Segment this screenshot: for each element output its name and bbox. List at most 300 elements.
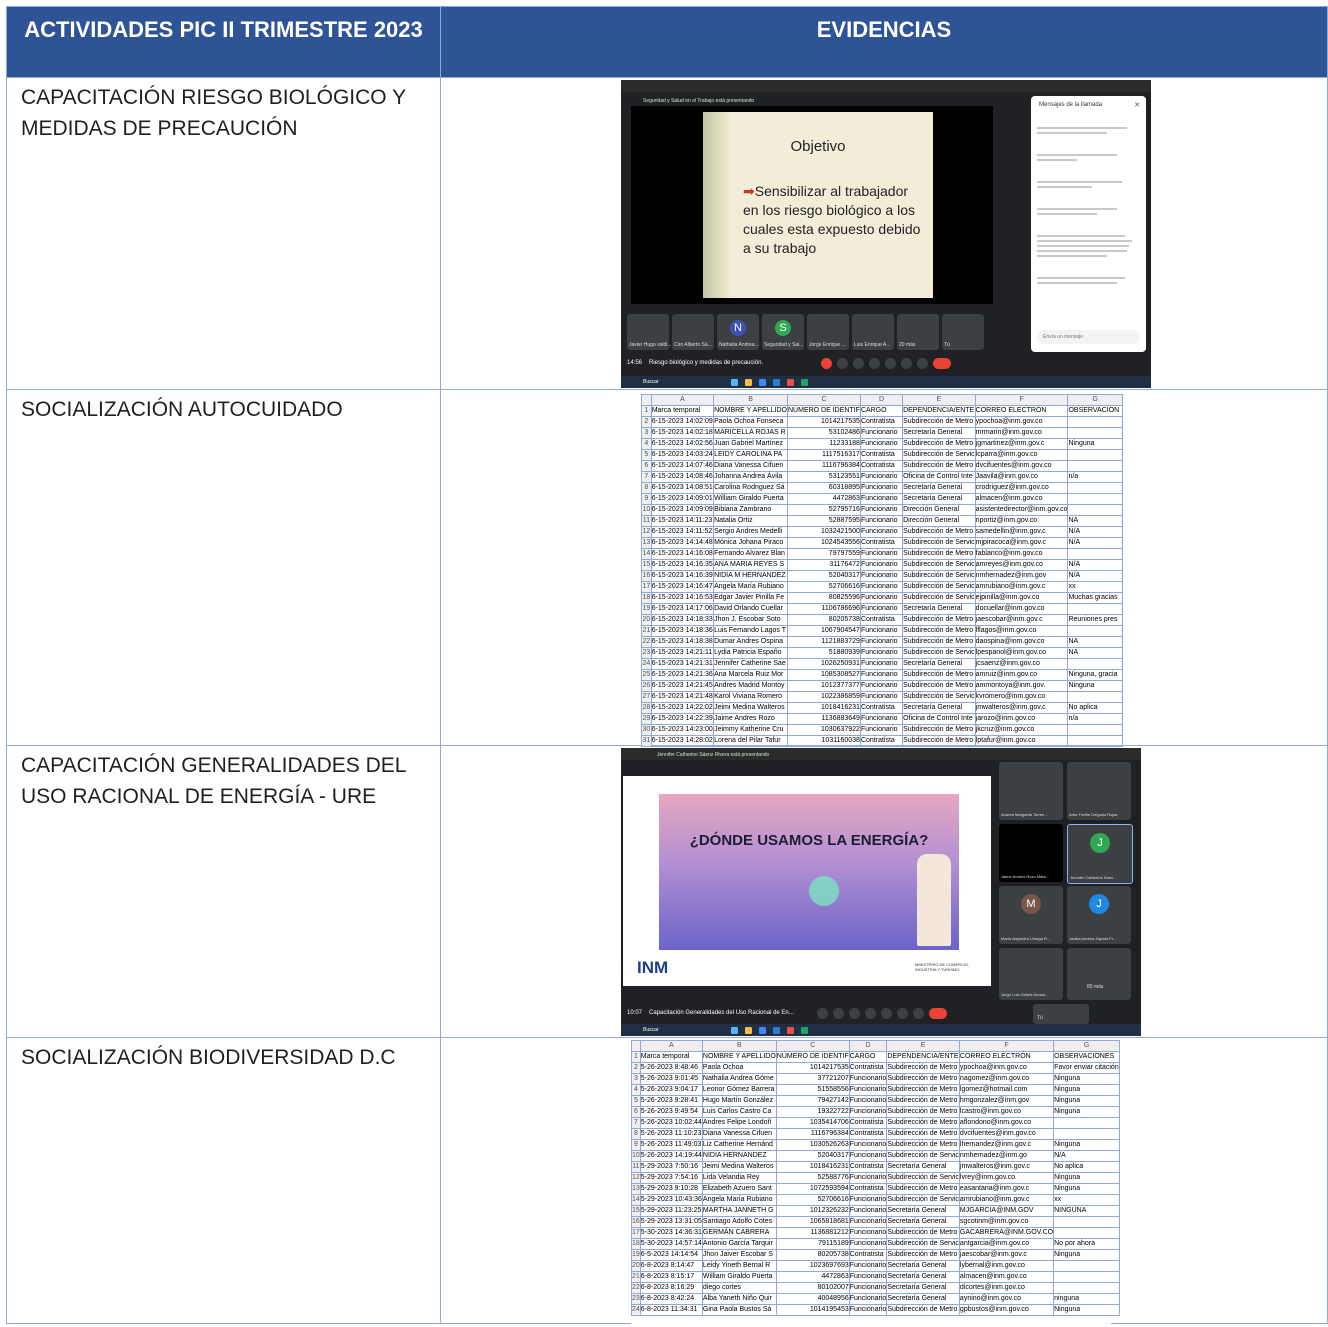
row-number[interactable]: 16: [642, 571, 652, 582]
sheet-cell[interactable]: 1030637922: [788, 725, 861, 736]
sheet-cell[interactable]: [1068, 604, 1123, 615]
sheet-cell[interactable]: Subdirección de Metro: [887, 1184, 960, 1195]
chrome-icon[interactable]: [759, 1027, 766, 1034]
sheet-cell[interactable]: nportiz@inm.gov.co: [975, 516, 1068, 527]
sheet-cell[interactable]: jkcruz@inm.gov.co: [975, 725, 1068, 736]
sheet-cell[interactable]: amrubiano@inm.gov.c: [975, 582, 1068, 593]
sheet-cell[interactable]: 1072593594: [776, 1184, 849, 1195]
row-number[interactable]: 13: [642, 538, 652, 549]
sheet-cell[interactable]: Subdirección de Metro: [887, 1096, 960, 1107]
row-number[interactable]: 1: [632, 1052, 641, 1063]
sheet-cell[interactable]: Reuniones pres: [1068, 615, 1123, 626]
sheet-cell[interactable]: 52706616: [776, 1195, 849, 1206]
sheet-cell[interactable]: 6-15-2023 14:22:02: [651, 703, 713, 714]
hand-icon[interactable]: [897, 1008, 908, 1019]
participant-tile[interactable]: 20 más: [897, 314, 939, 350]
sheet-cell[interactable]: [1068, 549, 1123, 560]
sheet-cell[interactable]: 5-29-2023 7:50:16: [640, 1162, 702, 1173]
sheet-cell[interactable]: 1023697693: [776, 1261, 849, 1272]
sheet-cell[interactable]: DEPENDENCIA/ENTE: [903, 406, 976, 417]
sheet-cell[interactable]: 6-15-2023 14:16:08: [651, 549, 713, 560]
sheet-cell[interactable]: 6-15-2023 14:18:36: [651, 626, 713, 637]
row-number[interactable]: 17: [642, 582, 652, 593]
sheet-cell[interactable]: Dirección General: [903, 505, 976, 516]
sheet-cell[interactable]: Secretaría General: [887, 1283, 960, 1294]
sheet-cell[interactable]: Subdirección de Metro: [887, 1085, 960, 1096]
sheet-cell[interactable]: Ana Marcela Ruiz Mor: [714, 670, 788, 681]
sheet-cell[interactable]: Funcionario: [860, 494, 902, 505]
sheet-cell[interactable]: Funcionario: [849, 1096, 887, 1107]
sheet-cell[interactable]: Funcionario: [860, 659, 902, 670]
sheet-cell[interactable]: amrubiano@inm.gov.c: [959, 1195, 1053, 1206]
present-icon[interactable]: [885, 358, 896, 369]
sheet-cell[interactable]: NA: [1068, 516, 1123, 527]
sheet-cell[interactable]: ninguna: [1054, 1294, 1120, 1305]
sheet-cell[interactable]: Secretaría General: [903, 428, 976, 439]
app-icon[interactable]: [787, 379, 794, 386]
sheet-cell[interactable]: Contratista: [860, 538, 902, 549]
sheet-cell[interactable]: LEIDY CAROLINA PA: [714, 450, 788, 461]
sheet-cell[interactable]: Funcionario: [849, 1195, 887, 1206]
excel-icon[interactable]: [801, 379, 808, 386]
sheet-cell[interactable]: Juan Gabriel Martínez: [714, 439, 788, 450]
sheet-cell[interactable]: 1022386859: [788, 692, 861, 703]
sheet-cell[interactable]: Funcionario: [860, 516, 902, 527]
row-number[interactable]: 2: [632, 1063, 641, 1074]
sheet-cell[interactable]: 6-15-2023 14:03:24: [651, 450, 713, 461]
sheet-cell[interactable]: Funcionario: [860, 483, 902, 494]
sheet-cell[interactable]: Jhon J. Escobar Soto: [714, 615, 788, 626]
sheet-cell[interactable]: amruiz@inm.gov.co: [975, 670, 1068, 681]
sheet-cell[interactable]: 6-5-2023 14:14:54: [640, 1250, 702, 1261]
sheet-cell[interactable]: Funcionario: [849, 1206, 887, 1217]
select-all-corner[interactable]: [632, 1041, 641, 1052]
sheet-cell[interactable]: Contratista: [860, 450, 902, 461]
sheet-cell[interactable]: Subdirección de Servic: [903, 450, 976, 461]
sheet-cell[interactable]: lhernandez@inm.gov.c: [959, 1140, 1053, 1151]
sheet-cell[interactable]: Bibiana Zambrano: [714, 505, 788, 516]
sheet-cell[interactable]: Nathalia Andrea Góme: [702, 1074, 776, 1085]
sheet-cell[interactable]: Subdirección de Metro: [903, 549, 976, 560]
row-number[interactable]: 10: [642, 505, 652, 516]
column-header[interactable]: F: [975, 395, 1068, 406]
sheet-cell[interactable]: Funcionario: [849, 1085, 887, 1096]
sheet-cell[interactable]: 6-15-2023 14:16:47: [651, 582, 713, 593]
sheet-cell[interactable]: Funcionario: [849, 1217, 887, 1228]
sheet-cell[interactable]: Secretaría General: [887, 1294, 960, 1305]
sheet-cell[interactable]: Subdirección de Servic: [887, 1195, 960, 1206]
sheet-cell[interactable]: Funcionario: [849, 1074, 887, 1085]
sheet-cell[interactable]: [1054, 1228, 1120, 1239]
sheet-cell[interactable]: Funcionario: [860, 428, 902, 439]
sheet-cell[interactable]: Funcionario: [860, 505, 902, 516]
sheet-cell[interactable]: easantana@inm.gov.c: [959, 1184, 1053, 1195]
app-icon[interactable]: [731, 379, 738, 386]
sheet-cell[interactable]: 6-15-2023 14:21:11: [651, 648, 713, 659]
sheet-cell[interactable]: 52040317: [776, 1151, 849, 1162]
sheet-cell[interactable]: 1018416231: [776, 1162, 849, 1173]
sheet-cell[interactable]: Jennifer Catherine Sáe: [714, 659, 788, 670]
sheet-cell[interactable]: 51558556: [776, 1085, 849, 1096]
sheet-cell[interactable]: Subdirección de Metro: [903, 736, 976, 747]
sheet-cell[interactable]: Funcionario: [860, 725, 902, 736]
sheet-cell[interactable]: [1068, 450, 1123, 461]
sheet-cell[interactable]: [1054, 1272, 1120, 1283]
participant-tile[interactable]: Artur Fariñe Delgado Rojas: [1067, 762, 1131, 820]
sheet-cell[interactable]: 6-8-2023 8:14:47: [640, 1261, 702, 1272]
sheet-cell[interactable]: almacen@inm.gov.co: [975, 494, 1068, 505]
sheet-cell[interactable]: 37721207: [776, 1074, 849, 1085]
sheet-cell[interactable]: [1068, 505, 1123, 516]
sheet-cell[interactable]: [1068, 659, 1123, 670]
sheet-cell[interactable]: 5-30-2023 14:57:14: [640, 1239, 702, 1250]
sheet-cell[interactable]: kvromero@inm.gov.co: [975, 692, 1068, 703]
participant-tile[interactable]: Ciro Alberto Sá...: [672, 314, 714, 350]
sheet-cell[interactable]: Ninguna: [1054, 1140, 1120, 1151]
sheet-cell[interactable]: 19322722: [776, 1107, 849, 1118]
sheet-cell[interactable]: 5-26-2023 9:49:54: [640, 1107, 702, 1118]
sheet-cell[interactable]: Elizabeth Azuero Sant: [702, 1184, 776, 1195]
sheet-cell[interactable]: Secretaría General: [903, 659, 976, 670]
participant-tile[interactable]: Jaime Andres Rozo Mata...: [999, 824, 1063, 882]
mic-icon[interactable]: [821, 358, 832, 369]
sheet-cell[interactable]: NIDIA HERNANDEZ: [702, 1151, 776, 1162]
sheet-cell[interactable]: n/a: [1068, 472, 1123, 483]
sheet-cell[interactable]: Luis Carlos Castro Ca: [702, 1107, 776, 1118]
sheet-cell[interactable]: MARICELLA ROJAS R: [714, 428, 788, 439]
sheet-cell[interactable]: Subdirección de Metro: [887, 1129, 960, 1140]
sheet-cell[interactable]: 1012326232: [776, 1206, 849, 1217]
sheet-cell[interactable]: Karol Viviana Romero: [714, 692, 788, 703]
sheet-cell[interactable]: 1121883729: [788, 637, 861, 648]
sheet-cell[interactable]: William Giraldo Puerta: [702, 1272, 776, 1283]
sheet-cell[interactable]: Angela María Rubiano: [714, 582, 788, 593]
column-header[interactable]: B: [714, 395, 788, 406]
row-number[interactable]: 21: [642, 626, 652, 637]
camera-icon[interactable]: [833, 1008, 844, 1019]
sheet-cell[interactable]: 1116796384: [776, 1129, 849, 1140]
sheet-cell[interactable]: Dumar Andres Ospina: [714, 637, 788, 648]
chat-input[interactable]: [1037, 330, 1140, 344]
column-header[interactable]: A: [640, 1041, 702, 1052]
sheet-cell[interactable]: Subdirección de Metro: [887, 1140, 960, 1151]
row-number[interactable]: 3: [642, 428, 652, 439]
captions-icon[interactable]: [849, 1008, 860, 1019]
sheet-cell[interactable]: Muchas gracias: [1068, 593, 1123, 604]
sheet-cell[interactable]: Jeimi Medina Walteros: [702, 1162, 776, 1173]
sheet-cell[interactable]: Funcionario: [849, 1305, 887, 1316]
sheet-cell[interactable]: Santiago Adolfo Cotes: [702, 1217, 776, 1228]
sheet-cell[interactable]: Secretaría General: [887, 1162, 960, 1173]
sheet-cell[interactable]: nmhernadez@inm.gov: [975, 571, 1068, 582]
sheet-cell[interactable]: 5-26-2023 10:02:44: [640, 1118, 702, 1129]
sheet-cell[interactable]: Subdirección de Metro: [903, 439, 976, 450]
participant-tile[interactable]: J Jennifer Catherine Sáen...: [1067, 824, 1133, 884]
sheet-cell[interactable]: 6-15-2023 14:16:53: [651, 593, 713, 604]
sheet-cell[interactable]: Subdirección de Servic: [887, 1173, 960, 1184]
sheet-cell[interactable]: 1031160038: [788, 736, 861, 747]
sheet-cell[interactable]: Funcionario: [849, 1228, 887, 1239]
sheet-cell[interactable]: 6-15-2023 14:28:02: [651, 736, 713, 747]
sheet-cell[interactable]: Funcionario: [849, 1140, 887, 1151]
sheet-cell[interactable]: 53102486: [788, 428, 861, 439]
sheet-cell[interactable]: Marca temporal: [640, 1052, 702, 1063]
sheet-cell[interactable]: ANA MARIA REYES S: [714, 560, 788, 571]
sheet-cell[interactable]: NINGUNA: [1054, 1206, 1120, 1217]
sheet-cell[interactable]: 6-15-2023 14:21:36: [651, 670, 713, 681]
sheet-cell[interactable]: Funcionario: [860, 527, 902, 538]
sheet-cell[interactable]: [1054, 1217, 1120, 1228]
row-number[interactable]: 11: [632, 1162, 641, 1173]
sheet-cell[interactable]: Hugo Martín González: [702, 1096, 776, 1107]
sheet-cell[interactable]: Subdirección de Metro: [887, 1107, 960, 1118]
row-number[interactable]: 20: [632, 1261, 641, 1272]
sheet-cell[interactable]: nagomez@inm.gov.co: [959, 1074, 1053, 1085]
row-number[interactable]: 4: [632, 1085, 641, 1096]
sheet-cell[interactable]: jmwalteros@inm.gov.c: [975, 703, 1068, 714]
sheet-cell[interactable]: 6-15-2023 14:08:46: [651, 472, 713, 483]
sheet-cell[interactable]: Lydia Patricia Españo: [714, 648, 788, 659]
sheet-cell[interactable]: mjpiracoca@inm.gov.c: [975, 538, 1068, 549]
row-number[interactable]: 9: [642, 494, 652, 505]
close-icon[interactable]: ✕: [1134, 102, 1140, 109]
row-number[interactable]: 15: [632, 1206, 641, 1217]
sheet-cell[interactable]: Funcionario: [860, 648, 902, 659]
sheet-cell[interactable]: 1014195453: [776, 1305, 849, 1316]
sheet-cell[interactable]: [1068, 483, 1123, 494]
sheet-cell[interactable]: 5-29-2023 11:23:25: [640, 1206, 702, 1217]
sheet-cell[interactable]: N/A: [1068, 538, 1123, 549]
sheet-cell[interactable]: 4472863: [776, 1272, 849, 1283]
sheet-cell[interactable]: 11233188: [788, 439, 861, 450]
sheet-cell[interactable]: Subdirección de Metro: [903, 681, 976, 692]
sheet-cell[interactable]: ypochoa@inm.gov.co: [959, 1063, 1053, 1074]
sheet-cell[interactable]: Paola Ochoa: [702, 1063, 776, 1074]
emoji-icon[interactable]: [869, 358, 880, 369]
sheet-cell[interactable]: samedellin@inm.gov.c: [975, 527, 1068, 538]
sheet-cell[interactable]: NOMBRE Y APELLIDO: [702, 1052, 776, 1063]
sheet-cell[interactable]: Contratista: [849, 1063, 887, 1074]
app-icon[interactable]: [787, 1027, 794, 1034]
sheet-cell[interactable]: 1018416231: [788, 703, 861, 714]
sheet-cell[interactable]: Subdirección de Metro: [887, 1118, 960, 1129]
sheet-cell[interactable]: NÚMERO DE IDENTIF: [776, 1052, 849, 1063]
sheet-cell[interactable]: Contratista: [849, 1162, 887, 1173]
participant-tile[interactable]: Jorge Enrique ...: [807, 314, 849, 350]
participant-tile[interactable]: N Nathalia Andrea...: [717, 314, 759, 350]
sheet-cell[interactable]: [1068, 725, 1123, 736]
sheet-cell[interactable]: diego cortes: [702, 1283, 776, 1294]
sheet-cell[interactable]: 6-15-2023 14:18:33: [651, 615, 713, 626]
column-header[interactable]: F: [959, 1041, 1053, 1052]
sheet-cell[interactable]: lybernal@inm.gov.co: [959, 1261, 1053, 1272]
row-number[interactable]: 5: [642, 450, 652, 461]
row-number[interactable]: 3: [632, 1074, 641, 1085]
sheet-cell[interactable]: lgomez@hotmail.com: [959, 1085, 1053, 1096]
row-number[interactable]: 7: [642, 472, 652, 483]
sheet-cell[interactable]: Funcionario: [849, 1173, 887, 1184]
sheet-cell[interactable]: 52588776: [776, 1173, 849, 1184]
sheet-cell[interactable]: jmwalteros@inm.gov.c: [959, 1162, 1053, 1173]
sheet-cell[interactable]: antgarcia@inm.gov.co: [959, 1239, 1053, 1250]
sheet-cell[interactable]: Subdirección de Metro: [903, 725, 976, 736]
present-icon[interactable]: [881, 1008, 892, 1019]
sheet-cell[interactable]: No aplica: [1054, 1162, 1120, 1173]
sheet-cell[interactable]: n/a: [1068, 714, 1123, 725]
sheet-cell[interactable]: Jaime Andres Rozo: [714, 714, 788, 725]
sheet-cell[interactable]: Jhon Jaiver Escobar S: [702, 1250, 776, 1261]
row-number[interactable]: 6: [642, 461, 652, 472]
sheet-cell[interactable]: Jeimmy Katherine Cru: [714, 725, 788, 736]
sheet-cell[interactable]: aflondono@inm.gov.co: [959, 1118, 1053, 1129]
sheet-cell[interactable]: Subdirección de Metro: [903, 417, 976, 428]
sheet-cell[interactable]: Alba Yaneth Niño Quir: [702, 1294, 776, 1305]
sheet-cell[interactable]: NIDIA M HERNANDEZ: [714, 571, 788, 582]
sheet-cell[interactable]: 79115189: [776, 1239, 849, 1250]
sheet-cell[interactable]: [1068, 428, 1123, 439]
sheet-cell[interactable]: [1068, 692, 1123, 703]
row-number[interactable]: 26: [642, 681, 652, 692]
sheet-cell[interactable]: 1136883649: [788, 714, 861, 725]
sheet-cell[interactable]: NA: [1068, 648, 1123, 659]
participant-tile[interactable]: J Jaolka Andrea Zapata Pr...: [1067, 886, 1131, 944]
sheet-cell[interactable]: 1117516317: [788, 450, 861, 461]
more-icon[interactable]: [913, 1008, 924, 1019]
sheet-cell[interactable]: 52040317: [788, 571, 861, 582]
sheet-cell[interactable]: almacen@inm.gov.co: [959, 1272, 1053, 1283]
more-icon[interactable]: [917, 358, 928, 369]
sheet-cell[interactable]: 60318895: [788, 483, 861, 494]
row-number[interactable]: 4: [642, 439, 652, 450]
row-number[interactable]: 31: [642, 736, 652, 747]
sheet-cell[interactable]: Secretaría General: [903, 494, 976, 505]
row-number[interactable]: 19: [632, 1250, 641, 1261]
sheet-cell[interactable]: 5-26-2023 11:49:03: [640, 1140, 702, 1151]
sheet-cell[interactable]: Funcionario: [849, 1283, 887, 1294]
sheet-cell[interactable]: 6-15-2023 14:11:23: [651, 516, 713, 527]
app-icon[interactable]: [773, 1027, 780, 1034]
sheet-cell[interactable]: David Orlando Cuellar: [714, 604, 788, 615]
sheet-cell[interactable]: 80205738: [776, 1250, 849, 1261]
sheet-cell[interactable]: Leonor Gómez Barrera: [702, 1085, 776, 1096]
sheet-cell[interactable]: Funcionario: [860, 692, 902, 703]
sheet-cell[interactable]: Liz Catherine Hernánd: [702, 1140, 776, 1151]
row-number[interactable]: 8: [632, 1129, 641, 1140]
sheet-cell[interactable]: Subdirección de Metro: [903, 670, 976, 681]
sheet-cell[interactable]: fablanco@inm.gov.co: [975, 549, 1068, 560]
sheet-cell[interactable]: Paola Ochoa Fonseca: [714, 417, 788, 428]
sheet-cell[interactable]: DEPENDENCIA/ENTE: [887, 1052, 960, 1063]
sheet-cell[interactable]: Ninguna: [1054, 1096, 1120, 1107]
sheet-cell[interactable]: 79797559: [788, 549, 861, 560]
sheet-cell[interactable]: NA: [1068, 637, 1123, 648]
row-number[interactable]: 5: [632, 1096, 641, 1107]
sheet-cell[interactable]: Antonio García Tarquir: [702, 1239, 776, 1250]
row-number[interactable]: 9: [632, 1140, 641, 1151]
row-number[interactable]: 29: [642, 714, 652, 725]
sheet-cell[interactable]: 5-29-2023 9:10:28: [640, 1184, 702, 1195]
app-icon[interactable]: [773, 379, 780, 386]
column-header[interactable]: G: [1054, 1041, 1120, 1052]
sheet-cell[interactable]: [1054, 1118, 1120, 1129]
sheet-cell[interactable]: mrmarin@inm.gov.co: [975, 428, 1068, 439]
sheet-cell[interactable]: Subdirección de Servic: [903, 538, 976, 549]
sheet-cell[interactable]: 5-29-2023 7:54:16: [640, 1173, 702, 1184]
sheet-cell[interactable]: 1065818681: [776, 1217, 849, 1228]
row-number[interactable]: 6: [632, 1107, 641, 1118]
sheet-cell[interactable]: Carolina Rodriguez Sá: [714, 483, 788, 494]
sheet-cell[interactable]: Subdirección de Metro: [903, 615, 976, 626]
sheet-cell[interactable]: Andres Madrid Montoy: [714, 681, 788, 692]
sheet-cell[interactable]: 6-8-2023 8:42:24: [640, 1294, 702, 1305]
sheet-cell[interactable]: CARGO: [849, 1052, 887, 1063]
sheet-cell[interactable]: 6-8-2023 8:15:17: [640, 1272, 702, 1283]
sheet-cell[interactable]: NOMBRE Y APELLIDO: [714, 406, 788, 417]
sheet-cell[interactable]: ejpinilla@inm.gov.co: [975, 593, 1068, 604]
sheet-cell[interactable]: Subdirección de Metro: [903, 527, 976, 538]
sheet-cell[interactable]: 1136881212: [776, 1228, 849, 1239]
sheet-cell[interactable]: 1012377377: [788, 681, 861, 692]
sheet-cell[interactable]: Subdirección de Servic: [903, 692, 976, 703]
sheet-cell[interactable]: Subdirección de Metro: [887, 1228, 960, 1239]
sheet-cell[interactable]: [1068, 417, 1123, 428]
sheet-cell[interactable]: Subdirección de Metro: [887, 1250, 960, 1261]
sheet-cell[interactable]: No por ahora: [1054, 1239, 1120, 1250]
sheet-cell[interactable]: 52706616: [788, 582, 861, 593]
sheet-cell[interactable]: hmgonzalez@inm.gov: [959, 1096, 1053, 1107]
sheet-cell[interactable]: Subdirección de Servic: [887, 1151, 960, 1162]
sheet-cell[interactable]: Ninguna: [1054, 1305, 1120, 1316]
participant-tile[interactable]: Javier Hugo valdi...: [627, 314, 669, 350]
sheet-cell[interactable]: 6-15-2023 14:14:48: [651, 538, 713, 549]
sheet-cell[interactable]: Oficina de Control Inte: [903, 472, 976, 483]
sheet-cell[interactable]: OBSERVACIONES: [1054, 1052, 1120, 1063]
row-number[interactable]: 27: [642, 692, 652, 703]
sheet-cell[interactable]: lpespanol@inm.gov.co: [975, 648, 1068, 659]
sheet-cell[interactable]: Subdirección de Metro: [887, 1305, 960, 1316]
sheet-cell[interactable]: Edgar Javier Pinilla Fe: [714, 593, 788, 604]
sheet-cell[interactable]: 5-26-2023 14:19:44: [640, 1151, 702, 1162]
sheet-cell[interactable]: CORREO ELECTRÓN: [959, 1052, 1053, 1063]
sheet-cell[interactable]: 1032421500: [788, 527, 861, 538]
sheet-cell[interactable]: Subdirección de Metro: [903, 461, 976, 472]
sheet-cell[interactable]: Subdirección de Metro: [887, 1074, 960, 1085]
sheet-cell[interactable]: 6-15-2023 14:08:51: [651, 483, 713, 494]
sheet-cell[interactable]: 53123551: [788, 472, 861, 483]
sheet-cell[interactable]: lcparra@inm.gov.co: [975, 450, 1068, 461]
sheet-cell[interactable]: Funcionario: [849, 1107, 887, 1118]
row-number[interactable]: 22: [642, 637, 652, 648]
sheet-cell[interactable]: Funcionario: [860, 549, 902, 560]
column-header[interactable]: B: [702, 1041, 776, 1052]
sheet-cell[interactable]: Ninguna: [1068, 681, 1123, 692]
column-header[interactable]: C: [776, 1041, 849, 1052]
sheet-cell[interactable]: Funcionario: [860, 714, 902, 725]
sheet-cell[interactable]: Lorena del Pilar Tafur: [714, 736, 788, 747]
sheet-cell[interactable]: 6-15-2023 14:02:18: [651, 428, 713, 439]
row-number[interactable]: 16: [632, 1217, 641, 1228]
column-header[interactable]: D: [860, 395, 902, 406]
sheet-cell[interactable]: Contratista: [860, 417, 902, 428]
participant-tile[interactable]: 80 más: [1067, 948, 1131, 1000]
sheet-cell[interactable]: Gina Paola Bustos Sá: [702, 1305, 776, 1316]
sheet-cell[interactable]: Secretaría General: [903, 604, 976, 615]
sheet-cell[interactable]: MJGARCIA@INM.GOV: [959, 1206, 1053, 1217]
column-header[interactable]: E: [903, 395, 976, 406]
sheet-cell[interactable]: 51880939: [788, 648, 861, 659]
sheet-cell[interactable]: 5-30-2023 14:36:31: [640, 1228, 702, 1239]
sheet-cell[interactable]: Ninguna: [1068, 439, 1123, 450]
